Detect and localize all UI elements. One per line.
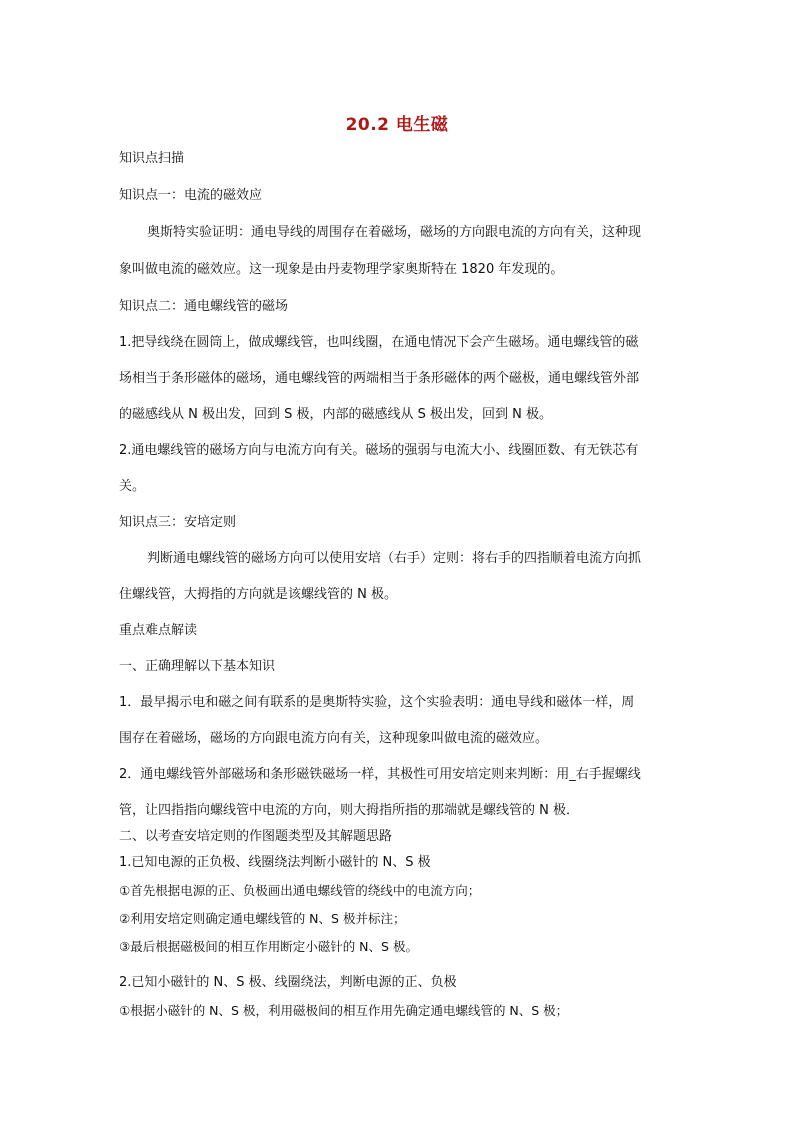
- paragraph-line: 的磁感线从 N 极出发，回到 S 极，内部的磁感线从 S 极出发，回到 N 极。: [119, 407, 553, 422]
- list-item: 2.已知小磁针的 N、S 极、线圈绕法，判断电源的正、负极: [119, 975, 457, 990]
- list-item: ②利用安培定则确定通电螺线管的 N、S 极并标注；: [119, 911, 406, 926]
- section-heading-key-points: 重点难点解读: [119, 623, 198, 638]
- section-heading-knowledge-scan: 知识点扫描: [119, 151, 185, 166]
- paragraph-line: 住螺线管，大拇指的方向就是该螺线管的 N 极。: [119, 587, 397, 602]
- paragraph-line: 奥斯特实验证明：通电导线的周围存在着磁场，磁场的方向跟电流的方向有关，这种现: [147, 225, 642, 240]
- knowledge-point-1-heading: 知识点一：电流的磁效应: [119, 188, 263, 203]
- paragraph-line: 管，让四指指向螺线管中电流的方向，则大拇指所指的那端就是螺线管的 N 极．: [119, 803, 579, 818]
- paragraph-line: 2．通电螺线管外部磁场和条形磁铁磁场一样，其极性可用安培定则来判断：用_右手握螺线: [119, 767, 641, 782]
- paragraph-line: 围存在着磁场，磁场的方向跟电流方向有关，这种现象叫做电流的磁效应。: [119, 731, 549, 746]
- subsection-heading: 二、以考查安培定则的作图题类型及其解题思路: [119, 829, 393, 844]
- paragraph-line: 2.通电螺线管的磁场方向与电流方向有关。磁场的强弱与电流大小、线圈匝数、有无铁芯有: [119, 443, 639, 458]
- list-item: ③最后根据磁极间的相互作用断定小磁针的 N、S 极。: [119, 939, 418, 954]
- knowledge-point-2-heading: 知识点二：通电螺线管的磁场: [119, 299, 289, 314]
- paragraph-line: 判断通电螺线管的磁场方向可以使用安培（右手）定则：将右手的四指顺着电流方向抓: [147, 551, 642, 566]
- paragraph-line: 1．最早揭示电和磁之间有联系的是奥斯特实验，这个实验表明：通电导线和磁体一样，周: [119, 695, 635, 710]
- list-item: ①首先根据电源的正、负极画出通电螺线管的绕线中的电流方向；: [119, 883, 481, 898]
- paragraph-line: 关。: [119, 479, 146, 494]
- document-title: 20.2 电生磁: [345, 115, 449, 135]
- paragraph-line: 场相当于条形磁体的磁场，通电螺线管的两端相当于条形磁体的两个磁极，通电螺线管外部: [119, 371, 640, 386]
- list-item: ①根据小磁针的 N、S 极，利用磁极间的相互作用先确定通电螺线管的 N、S 极；: [119, 1003, 569, 1018]
- list-item: 1.已知电源的正负极、线圈绕法判断小磁针的 N、S 极: [119, 855, 431, 870]
- subsection-heading: 一、正确理解以下基本知识: [119, 659, 276, 674]
- paragraph-line: 1.把导线绕在圆筒上，做成螺线管，也叫线圈，在通电情况下会产生磁场。通电螺线管的磁: [119, 335, 639, 350]
- knowledge-point-3-heading: 知识点三：安培定则: [119, 515, 237, 530]
- paragraph-line: 象叫做电流的磁效应。这一现象是由丹麦物理学家奥斯特在 1820 年发现的。: [119, 262, 564, 277]
